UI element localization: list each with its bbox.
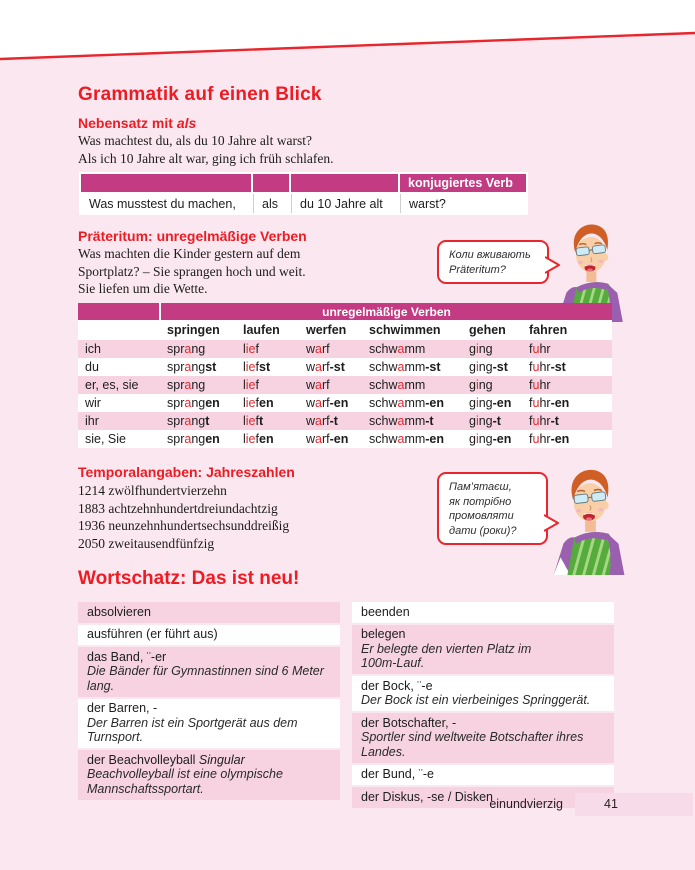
example-sentence: Als ich 10 Jahre alt war, ging ich früh schlafen. <box>78 150 334 166</box>
verb-form-cell: ging-en <box>462 394 522 412</box>
nebensatz-example-text <box>78 132 334 167</box>
verb-form-cell: sprangen <box>160 430 236 448</box>
vocab-headword: der Diskus, -se / Disken <box>361 789 493 804</box>
vocab-example-line: Mannschaftssportart. <box>87 781 204 796</box>
vocab-item <box>352 765 614 786</box>
infinitive-header-cell: fahren <box>522 320 612 340</box>
verb-form-cell: warf <box>299 340 362 358</box>
clause-table-cell: du 10 Jahre alt <box>291 194 398 213</box>
section-heading-nebensatz: Nebensatz mit als <box>78 115 197 131</box>
year-entry: 1883 achtzehnhundertdreiundachtzig <box>78 500 278 516</box>
verb-form-cell: warf-t <box>299 412 362 430</box>
conjugation-row <box>78 412 612 430</box>
verb-form-cell: fuhr-en <box>522 430 612 448</box>
infinitive-header-cell: springen <box>160 320 236 340</box>
vocab-example-line: Landes. <box>361 744 406 759</box>
conjugation-row <box>78 394 612 412</box>
vocab-headword: der Beachvolleyball Singular <box>87 752 245 767</box>
vocab-item <box>78 647 340 697</box>
pronoun-cell: sie, Sie <box>78 430 160 448</box>
vocab-headword: belegen <box>361 627 406 641</box>
clause-table-header-cell <box>81 174 251 192</box>
vocab-headword: absolvieren <box>87 604 151 619</box>
verb-form-cell: ging <box>462 376 522 394</box>
year-entry: 2050 zweitausendfünfzig <box>78 535 215 551</box>
vocab-headword: der Bock, ¨-e <box>361 678 433 693</box>
pronoun-cell: er, es, sie <box>78 376 160 394</box>
vocab-example-line: lang. <box>87 678 115 693</box>
boy-character-illustration <box>538 465 640 575</box>
footer-page-word: einundvierzig <box>489 797 563 811</box>
verb-form-cell: liefst <box>236 358 299 376</box>
vocab-headword: der Bund, ¨-e <box>361 767 434 781</box>
vocab-headword: das Band, ¨-er <box>87 649 167 664</box>
clause-table-header-cell <box>253 174 289 192</box>
clause-table-header-cell: konjugiertes Verb <box>400 174 526 192</box>
conjugation-row <box>78 358 612 376</box>
verb-form-cell: fuhr-st <box>522 358 612 376</box>
speech-bubble-praeteritum <box>437 240 549 284</box>
clause-structure-table <box>79 172 528 215</box>
vocab-item <box>352 713 614 763</box>
vocab-example-line: 100m-Lauf. <box>361 656 425 670</box>
footer-page-number-box <box>575 793 693 816</box>
verb-form-cell: schwamm-st <box>362 358 462 376</box>
bubble-text-line: Präteritum? <box>449 263 506 276</box>
section-heading-praeteritum: Präteritum: unregelmäßige Verben <box>78 228 307 244</box>
verb-form-cell: sprangst <box>160 358 236 376</box>
clause-table-header-cell <box>291 174 398 192</box>
verb-form-cell: schwamm-en <box>362 394 462 412</box>
infinitive-header-cell: laufen <box>236 320 299 340</box>
conjugation-table-corner-cell <box>78 303 160 320</box>
year-entry: 1214 zwölfhundertvierzehn <box>78 483 227 498</box>
bubble-text-line: промовляти <box>449 510 514 522</box>
conjugation-row <box>78 376 612 394</box>
verb-form-cell: ging-en <box>462 430 522 448</box>
vocab-example-line: Der Bock ist ein vierbeiniges Springgerät. <box>361 693 591 707</box>
bubble-text-line: Коли вживають <box>449 249 531 261</box>
clause-table-header-row <box>81 174 526 192</box>
infinitive-header-cell: schwimmen <box>362 320 462 340</box>
clause-table-data-row <box>81 194 526 213</box>
example-sentence: Sie liefen um die Wette. <box>78 281 208 296</box>
verb-form-cell: sprang <box>160 340 236 358</box>
infinitive-header-cell: gehen <box>462 320 522 340</box>
diagonal-rule <box>0 0 695 70</box>
verb-form-cell: fuhr-t <box>522 412 612 430</box>
conjugation-table-verb-row <box>78 320 612 340</box>
verb-form-cell: schwamm-t <box>362 412 462 430</box>
vocab-item <box>352 676 614 711</box>
page-title: Grammatik auf einen Blick <box>78 84 322 105</box>
pronoun-cell: ich <box>78 340 160 358</box>
verb-form-cell: lief <box>236 376 299 394</box>
verb-form-cell: fuhr-en <box>522 394 612 412</box>
bubble-text-line: дати (роки)? <box>449 524 517 537</box>
infinitive-header-cell <box>78 320 160 340</box>
section-heading-wortschatz: Wortschatz: Das ist neu! <box>78 568 300 589</box>
vocab-example-line: Beachvolleyball ist eine olympische <box>87 767 283 781</box>
conjugation-row <box>78 430 612 448</box>
vocab-item <box>78 699 340 749</box>
verb-form-cell: sprang <box>160 376 236 394</box>
verb-form-cell: warf <box>299 376 362 394</box>
vocab-column-left <box>78 602 340 800</box>
verb-form-cell: warf-en <box>299 430 362 448</box>
verb-form-cell: liefen <box>236 394 299 412</box>
verb-form-cell: warf-st <box>299 358 362 376</box>
conjugation-table-span-header <box>78 303 612 320</box>
verb-form-cell: sprangen <box>160 394 236 412</box>
pronoun-cell: du <box>78 358 160 376</box>
verb-form-cell: schwamm <box>362 376 462 394</box>
bubble-text-line: як потрібно <box>449 495 512 508</box>
pronoun-cell: wir <box>78 394 160 412</box>
verb-form-cell: ging-st <box>462 358 522 376</box>
pronoun-cell: ihr <box>78 412 160 430</box>
vocab-headword: der Botschafter, - <box>361 715 457 730</box>
vocab-example-line: Sportler sind weltweite Botschafter ihres <box>361 730 584 744</box>
vocab-item <box>352 625 614 675</box>
speech-bubble-temporal <box>437 472 548 545</box>
verb-form-cell: ging-t <box>462 412 522 430</box>
vocab-item <box>78 602 340 623</box>
vocab-example-line: Der Barren ist ein Sportgerät aus dem <box>87 715 298 730</box>
example-sentence: Was machten die Kinder gestern auf dem <box>78 246 301 261</box>
verb-form-cell: fuhr <box>522 376 612 394</box>
conjugation-table <box>78 303 612 448</box>
vocab-item <box>78 625 340 646</box>
clause-table-cell: warst? <box>400 194 526 213</box>
infinitive-header-cell: werfen <box>299 320 362 340</box>
vocab-headword: der Barren, - <box>87 701 158 715</box>
verb-form-cell: lief <box>236 340 299 358</box>
vocab-item <box>352 602 614 623</box>
verb-form-cell: ging <box>462 340 522 358</box>
example-sentence: Was machtest du, als du 10 Jahre alt warst? <box>78 133 312 148</box>
vocab-column-right <box>352 602 614 808</box>
bubble-text-line: Пам’ятаєш, <box>449 481 512 493</box>
verb-form-cell: schwamm <box>362 340 462 358</box>
year-entry: 1936 neunzehnhundertsechsunddreißig <box>78 518 290 533</box>
vocab-headword: beenden <box>361 604 410 619</box>
vocab-example-line: Er belegte den vierten Platz im <box>361 641 532 656</box>
vocab-example-line: Die Bänder für Gymnastinnen sind 6 Meter <box>87 664 324 678</box>
verb-form-cell: warf-en <box>299 394 362 412</box>
vocab-headword: ausführen (er führt aus) <box>87 627 218 641</box>
clause-table-cell: Was musstest du machen, <box>81 194 251 213</box>
verb-form-cell: fuhr <box>522 340 612 358</box>
verb-form-cell: schwamm-en <box>362 430 462 448</box>
conjugation-row <box>78 340 612 358</box>
praeteritum-example-text <box>78 245 306 298</box>
vocab-example-line: Turnsport. <box>87 730 144 744</box>
year-list <box>78 482 289 552</box>
verb-form-cell: sprangt <box>160 412 236 430</box>
vocab-item <box>78 750 340 800</box>
section-heading-temporal: Temporalangaben: Jahreszahlen <box>78 464 295 480</box>
clause-table-cell: als <box>253 194 289 213</box>
conjugation-table-title-cell: unregelmäßige Verben <box>160 303 612 320</box>
example-sentence: Sportplatz? – Sie sprangen hoch und weit. <box>78 263 306 279</box>
verb-form-cell: lieft <box>236 412 299 430</box>
footer-page-number: 41 <box>604 797 618 811</box>
verb-form-cell: liefen <box>236 430 299 448</box>
